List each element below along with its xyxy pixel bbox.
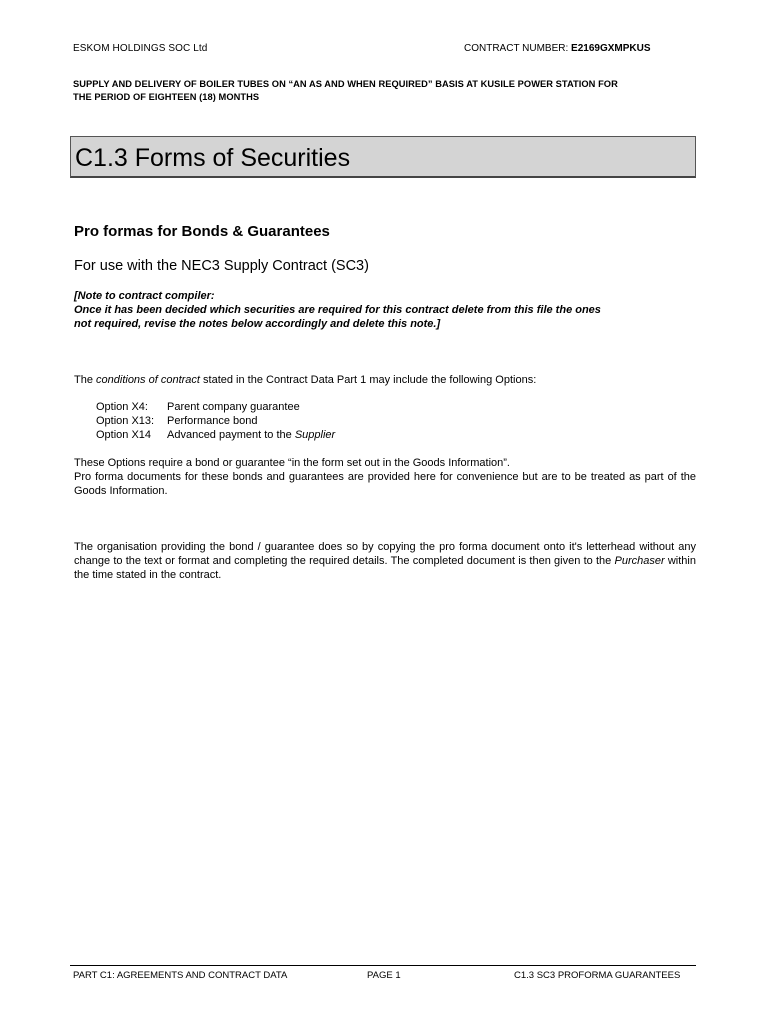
section-title-box — [70, 136, 696, 178]
intro-before: The — [74, 374, 97, 386]
organisation-paragraph — [74, 540, 696, 582]
note-line1: [Note to contract compiler: — [74, 290, 215, 302]
footer-divider — [70, 965, 696, 966]
option-desc: Advanced payment to the Supplier — [167, 429, 336, 441]
intro-italic: conditions of contract — [96, 374, 200, 386]
para3-after: within the time stated in the contract. — [74, 555, 696, 581]
compiler-note — [74, 289, 704, 331]
subheading: Pro formas for Bonds & Guarantees — [74, 223, 330, 240]
para2-line2: Pro forma documents for these bonds and guarantees are provided here for convenience but are to be treated as part of the Goods Information. — [74, 471, 696, 497]
para3-italic: Purchaser — [614, 555, 665, 567]
list-item — [96, 400, 335, 414]
project-title-line1: SUPPLY AND DELIVERY OF BOILER TUBES ON “AN AS AND WHEN REQUIRED” BASIS AT KUSILE POWER STATION FOR — [73, 79, 618, 89]
footer-page: PAGE 1 — [367, 970, 401, 981]
note-line3: not required, revise the notes below accordingly and delete this note.] — [74, 318, 441, 330]
option-code: Option X14 — [96, 429, 152, 441]
footer-right: C1.3 SC3 PROFORMA GUARANTEES — [514, 970, 681, 981]
para2-line1: These Options require a bond or guarantee “in the form set out in the Goods Information”. — [74, 457, 510, 469]
list-item — [96, 428, 335, 442]
section-title: C1.3 Forms of Securities — [75, 144, 351, 172]
option-desc: Parent company guarantee — [167, 401, 300, 413]
contract-label: CONTRACT NUMBER: — [464, 43, 572, 54]
intro-paragraph — [74, 373, 696, 387]
contract-number: E2169GXMPKUS — [571, 43, 651, 54]
subtitle: For use with the NEC3 Supply Contract (SC3) — [74, 258, 369, 274]
project-title — [73, 78, 703, 104]
para3-before: The organisation providing the bond / guarantee does so by copying the pro forma document onto it's letterhead without any change to the text or format and completing the required details. The completed document is then given to the — [74, 541, 696, 567]
list-item — [96, 414, 335, 428]
option-code: Option X4: — [96, 401, 148, 413]
header-contract-number — [464, 43, 651, 54]
options-list — [96, 400, 335, 442]
header-company: ESKOM HOLDINGS SOC Ltd — [73, 43, 208, 54]
options-paragraph — [74, 456, 696, 498]
option-code: Option X13: — [96, 415, 155, 427]
note-line2: Once it has been decided which securities are required for this contract delete from this file the ones — [74, 304, 601, 316]
intro-after: stated in the Contract Data Part 1 may include the following Options: — [199, 374, 537, 386]
footer-left: PART C1: AGREEMENTS AND CONTRACT DATA — [73, 970, 288, 981]
project-title-line2: THE PERIOD OF EIGHTEEN (18) MONTHS — [73, 92, 260, 102]
option-desc: Performance bond — [167, 415, 258, 427]
